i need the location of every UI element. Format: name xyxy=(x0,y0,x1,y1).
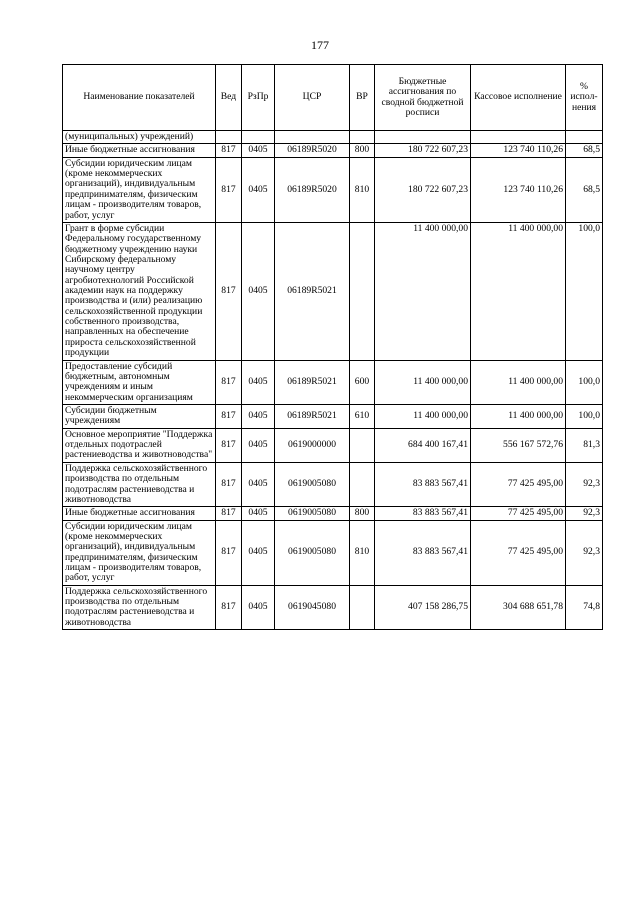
row-rzpr: 0405 xyxy=(242,585,275,629)
row-vr: 600 xyxy=(350,360,375,404)
table-row xyxy=(63,507,603,520)
row-csr: 0619045080 xyxy=(275,585,350,629)
row-execution-percent: 92,3 xyxy=(566,520,603,585)
row-cash-execution: 123 740 110,26 xyxy=(471,144,566,157)
row-execution-percent: 68,5 xyxy=(566,157,603,222)
row-execution-percent: 92,3 xyxy=(566,507,603,520)
row-ved: 817 xyxy=(216,404,242,428)
row-csr xyxy=(275,131,350,144)
row-execution-percent: 68,5 xyxy=(566,144,603,157)
row-assignments: 83 883 567,41 xyxy=(375,520,471,585)
row-name: Основное мероприятие "Поддержка отдельных подотраслей растениеводства и животноводства" xyxy=(63,428,216,462)
row-execution-percent xyxy=(566,131,603,144)
row-cash-execution: 77 425 495,00 xyxy=(471,507,566,520)
row-cash-execution: 11 400 000,00 xyxy=(471,404,566,428)
row-execution-percent: 92,3 xyxy=(566,462,603,506)
row-ved: 817 xyxy=(216,428,242,462)
row-execution-percent: 100,0 xyxy=(566,404,603,428)
row-ved: 817 xyxy=(216,585,242,629)
row-ved: 817 xyxy=(216,507,242,520)
row-vr xyxy=(350,585,375,629)
row-csr: 0619005080 xyxy=(275,507,350,520)
row-assignments: 407 158 286,75 xyxy=(375,585,471,629)
table-row xyxy=(63,131,603,144)
row-execution-percent: 81,3 xyxy=(566,428,603,462)
row-name: Субсидии юридическим лицам (кроме некоммерческих организаций), индивидуальным предпринимателям, физическим лицам - производителям товаров, работ, услуг xyxy=(63,157,216,222)
table-row xyxy=(63,157,603,222)
table-row xyxy=(63,144,603,157)
row-execution-percent: 100,0 xyxy=(566,222,603,360)
row-cash-execution: 77 425 495,00 xyxy=(471,520,566,585)
header-name: Наименование показателей xyxy=(63,65,216,131)
row-vr xyxy=(350,462,375,506)
table-row xyxy=(63,404,603,428)
row-name: (муниципальных) учреждений) xyxy=(63,131,216,144)
row-vr: 800 xyxy=(350,507,375,520)
row-cash-execution: 77 425 495,00 xyxy=(471,462,566,506)
row-vr xyxy=(350,131,375,144)
row-rzpr: 0405 xyxy=(242,462,275,506)
table-row xyxy=(63,360,603,404)
table-row xyxy=(63,585,603,629)
row-ved: 817 xyxy=(216,520,242,585)
row-cash-execution xyxy=(471,131,566,144)
table-row xyxy=(63,462,603,506)
row-assignments: 180 722 607,23 xyxy=(375,144,471,157)
row-ved: 817 xyxy=(216,222,242,360)
table-row xyxy=(63,222,603,360)
row-name: Предоставление субсидий бюджетным, автономным учреждениям и иным некоммерческим организациям xyxy=(63,360,216,404)
row-cash-execution: 304 688 651,78 xyxy=(471,585,566,629)
row-csr: 0619000000 xyxy=(275,428,350,462)
row-name: Иные бюджетные ассигнования xyxy=(63,144,216,157)
row-name: Субсидии бюджетным учреждениям xyxy=(63,404,216,428)
row-csr: 06189R5021 xyxy=(275,222,350,360)
row-rzpr: 0405 xyxy=(242,404,275,428)
row-assignments: 11 400 000,00 xyxy=(375,404,471,428)
header-assignments: Бюджетные ассигнования по сводной бюджетной росписи xyxy=(375,65,471,131)
row-vr: 800 xyxy=(350,144,375,157)
row-rzpr: 0405 xyxy=(242,507,275,520)
row-execution-percent: 100,0 xyxy=(566,360,603,404)
row-name: Поддержка сельскохозяйственного производства по отдельным подотраслям растениеводства и животноводства xyxy=(63,585,216,629)
row-vr xyxy=(350,222,375,360)
table-row xyxy=(63,520,603,585)
row-vr: 810 xyxy=(350,157,375,222)
row-assignments: 83 883 567,41 xyxy=(375,462,471,506)
row-execution-percent: 74,8 xyxy=(566,585,603,629)
row-ved xyxy=(216,131,242,144)
row-name: Грант в форме субсидии Федеральному государственному бюджетному учреждению науки Сибирскому федеральному научному центру агробиотехнологий Российской академии наук на поддержку производства и (или) реализацию сельскохозяйственной продукции собственного производства, направленных на обеспечение прироста сельскохозяйственной продукции xyxy=(63,222,216,360)
row-cash-execution: 11 400 000,00 xyxy=(471,222,566,360)
row-vr xyxy=(350,428,375,462)
row-vr: 610 xyxy=(350,404,375,428)
header-vr: ВР xyxy=(350,65,375,131)
row-assignments: 180 722 607,23 xyxy=(375,157,471,222)
row-name: Субсидии юридическим лицам (кроме некоммерческих организаций), индивидуальным предпринимателям, физическим лицам - производителям товаров, работ, услуг xyxy=(63,520,216,585)
row-ved: 817 xyxy=(216,144,242,157)
row-ved: 817 xyxy=(216,462,242,506)
row-name: Иные бюджетные ассигнования xyxy=(63,507,216,520)
row-csr: 06189R5021 xyxy=(275,404,350,428)
row-assignments: 83 883 567,41 xyxy=(375,507,471,520)
row-assignments: 684 400 167,41 xyxy=(375,428,471,462)
row-rzpr: 0405 xyxy=(242,144,275,157)
row-cash-execution: 11 400 000,00 xyxy=(471,360,566,404)
row-cash-execution: 123 740 110,26 xyxy=(471,157,566,222)
header-cash-execution: Кассовое исполнение xyxy=(471,65,566,131)
row-rzpr xyxy=(242,131,275,144)
page-number: 177 xyxy=(311,38,329,52)
row-assignments: 11 400 000,00 xyxy=(375,360,471,404)
row-assignments xyxy=(375,131,471,144)
header-rzpr: РзПр xyxy=(242,65,275,131)
header-ved: Вед xyxy=(216,65,242,131)
budget-execution-table xyxy=(62,64,603,630)
row-rzpr: 0405 xyxy=(242,520,275,585)
row-csr: 06189R5020 xyxy=(275,157,350,222)
row-vr: 810 xyxy=(350,520,375,585)
row-csr: 06189R5020 xyxy=(275,144,350,157)
table-row xyxy=(63,428,603,462)
table-header-row xyxy=(63,65,603,131)
row-cash-execution: 556 167 572,76 xyxy=(471,428,566,462)
row-csr: 0619005080 xyxy=(275,520,350,585)
row-rzpr: 0405 xyxy=(242,222,275,360)
row-csr: 0619005080 xyxy=(275,462,350,506)
row-rzpr: 0405 xyxy=(242,157,275,222)
row-ved: 817 xyxy=(216,360,242,404)
row-rzpr: 0405 xyxy=(242,360,275,404)
row-ved: 817 xyxy=(216,157,242,222)
row-rzpr: 0405 xyxy=(242,428,275,462)
header-execution-percent: % испол-нения xyxy=(566,65,603,131)
row-name: Поддержка сельскохозяйственного производства по отдельным подотраслям растениеводства и животноводства xyxy=(63,462,216,506)
row-assignments: 11 400 000,00 xyxy=(375,222,471,360)
row-csr: 06189R5021 xyxy=(275,360,350,404)
header-csr: ЦСР xyxy=(275,65,350,131)
